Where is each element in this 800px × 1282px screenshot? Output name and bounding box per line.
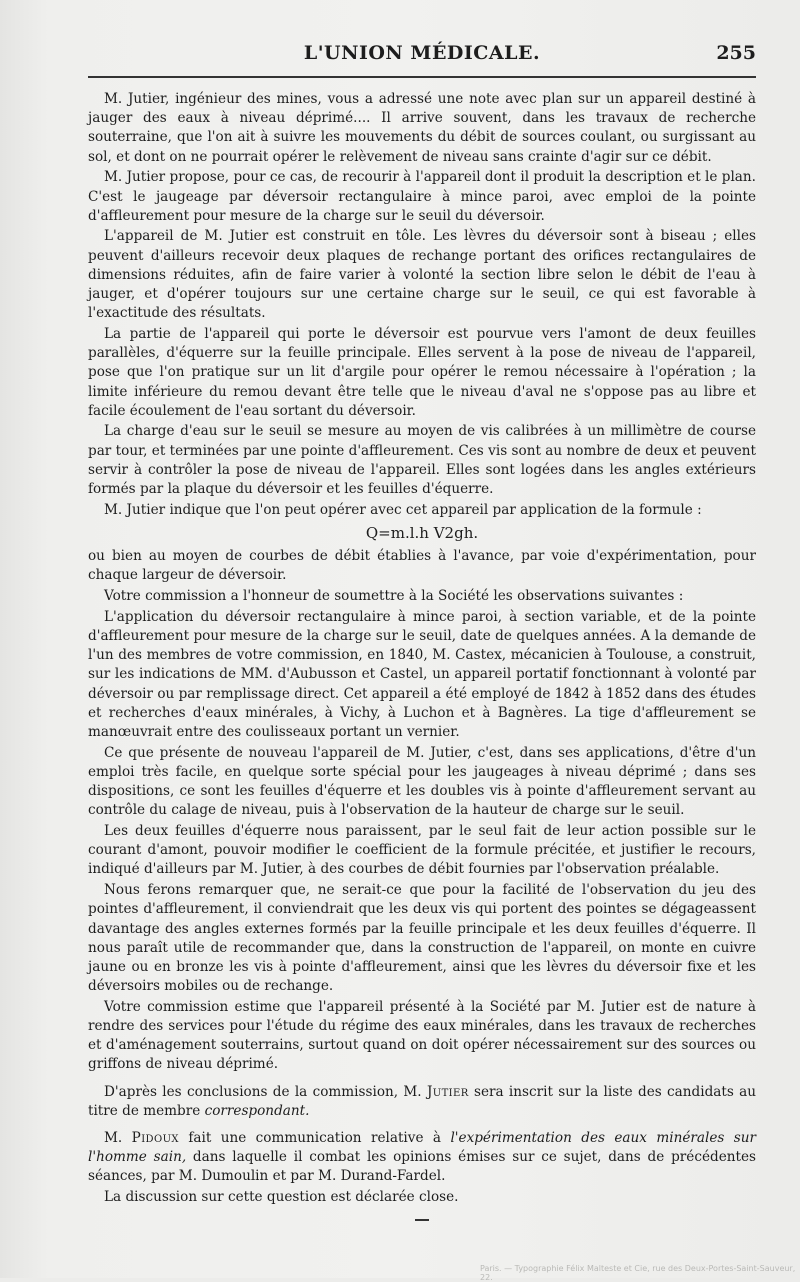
flow-formula: Q=m.l.h V2gh. xyxy=(365,523,479,542)
closing-paragraph: La discussion sur cette question est déclarée close. xyxy=(104,1189,459,1206)
pidoux-text: dans laquelle il combat les opinions émises sur ce sujet, dans de précédentes séances, par M. Dumoulin et par M. Durand-Fardel. xyxy=(88,1149,756,1185)
conclusion-text: D'après les conclusions de la commission, M. xyxy=(104,1083,427,1100)
paragraph: M. Jutier, ingénieur des mines, vous a adressé une note avec plan sur un appareil destiné à jauger des eaux à niveau déprimé.... Il arrive souvent, dans les travaux de recherche souterraine, que l'on ait à suivre les mouvements du débit de sources coulant, ou surgissant au sol, et dont on ne pourrait opérer le relèvement de niveau sans crainte d'agir sur ce débit. xyxy=(88,91,756,165)
conclusion-text: sera inscrit sur la liste des candidats au titre de membre xyxy=(88,1083,756,1119)
pidoux-text: fait une communication relative à xyxy=(178,1130,451,1147)
paragraph: L'application du déversoir rectangulaire à mince paroi, à section variable, et de la pointe d'affleurement pour mesure de la charge sur le seuil, date de quelques années. A la demande de l'un des membres de votre commission, en 1840, M. Castex, mécanicien à Toulouse, a construit, sur les indications de MM. d'Aubusson et Castel, un appareil portatif fonctionnant à volonté par déversoir ou par remplissage direct. Cet appareil a été employé de 1842 à 1852 dans des études et recherches d'eaux minérales, à Vichy, à Luchon et à Bagnères. La tige d'affleurement se manœuvrait entre des coulisseaux portant un vernier. xyxy=(88,608,756,740)
end-mark xyxy=(415,1219,429,1221)
bleed-through-text: Paris. — Typographie Félix Malteste et Cie, rue des Deux-Portes-Saint-Sauveur, 22. xyxy=(480,1264,796,1282)
running-header xyxy=(88,42,756,72)
paragraph: La partie de l'appareil qui porte le déversoir est pourvue vers l'amont de deux feuilles parallèles, d'équerre sur la feuille principale. Elles servent à la pose de niveau de l'appareil, pose que l'on pratique sur un lit d'argile pour opérer le remou nécessaire à l'opération ; la limite inférieure du remou devant être telle que le niveau d'aval ne s'oppose pas au libre et facile écoulement de l'eau sortant du déversoir. xyxy=(88,325,756,419)
paragraph: M. Jutier propose, pour ce cas, de recourir à l'appareil dont il produit la description et le plan. C'est le jaugeage par déversoir rectangulaire à mince paroi, avec emploi de la pointe d'affleurement pour mesure de la charge sur le seuil du déversoir. xyxy=(88,169,756,224)
paragraph: Votre commission estime que l'appareil présenté à la Société par M. Jutier est de nature à rendre des services pour l'étude du régime des eaux minérales, dans les travaux de recherches et d'aménagement souterrains, surtout quand on doit opérer nécessairement sur des sources ou griffons de niveau déprimé. xyxy=(88,998,756,1073)
paragraph: M. Jutier indique que l'on peut opérer avec cet appareil par application de la formule : xyxy=(104,501,702,518)
paragraph: Votre commission a l'honneur de soumettre à la Société les observations suivantes : xyxy=(104,588,684,605)
paragraph: Les deux feuilles d'équerre nous paraissent, par le seul fait de leur action possible sur le courant d'amont, pouvoir modifier le coefficient de la formule précitée, et justifier le recours, indiqué d'ailleurs par M. Jutier, à des courbes de débit fournies par l'observation préalable. xyxy=(88,823,756,878)
conclusion-paragraph xyxy=(88,1083,756,1121)
page-number: 255 xyxy=(716,42,756,64)
member-name: Jutier xyxy=(426,1083,469,1100)
membership-title: correspondant. xyxy=(204,1102,310,1119)
paragraph: ou bien au moyen de courbes de débit établies à l'avance, par voie d'expérimentation, pour chaque largeur de déversoir. xyxy=(88,548,756,584)
pidoux-paragraph xyxy=(88,1129,756,1187)
paragraph: L'appareil de M. Jutier est construit en tôle. Les lèvres du déversoir sont à biseau ; elles peuvent d'ailleurs recevoir deux plaques de rechange portant des orifices rectangulaires de dimensions réduites, afin de faire varier à volonté la section libre selon le débit de l'eau à jauger, et d'opérer toujours sur une certaine charge sur le seuil, ce qui est favorable à l'exactitude des résultats. xyxy=(88,228,756,322)
paragraph: Ce que présente de nouveau l'appareil de M. Jutier, c'est, dans ses applications, d'être d'un emploi très facile, en quelque sorte spécial pour les jaugeages à niveau déprimé ; dans ses dispositions, ce sont les feuilles d'équerre et les doubles vis à pointe d'affleurement servant au contrôle du calage de niveau, puis à l'observation de la hauteur de charge sur le seuil. xyxy=(88,744,756,819)
paragraph: Nous ferons remarquer que, ne serait-ce que pour la facilité de l'observation du jeu des pointes d'affleurement, il conviendrait que les deux vis qui portent des pointes se dégageassent davantage des angles externes formés par la feuille principale et les deux feuilles d'équerre. Il nous paraît utile de recommander que, dans la construction de l'appareil, on monte en cuivre jaune ou en bronze les vis à pointe d'affleurement, ainsi que les lèvres du déversoir fixe et les déversoirs mobiles ou de rechange. xyxy=(88,882,756,995)
journal-title: L'UNION MÉDICALE. xyxy=(303,42,541,64)
pidoux-text: M. xyxy=(104,1130,132,1147)
article-body xyxy=(88,90,756,1207)
speaker-name: Pidoux xyxy=(131,1130,179,1147)
header-rule xyxy=(88,76,756,78)
paragraph: La charge d'eau sur le seuil se mesure au moyen de vis calibrées à un millimètre de course par tour, et terminées par une pointe d'affleurement. Ces vis sont au nombre de deux et peuvent servir à contrôler la pose de niveau de l'appareil. Elles sont logées dans les angles extérieurs formés par la plaque du déversoir et les feuilles d'équerre. xyxy=(88,423,756,498)
communication-title: l'expérimentation des eaux minérales sur l'homme sain, xyxy=(88,1130,757,1166)
